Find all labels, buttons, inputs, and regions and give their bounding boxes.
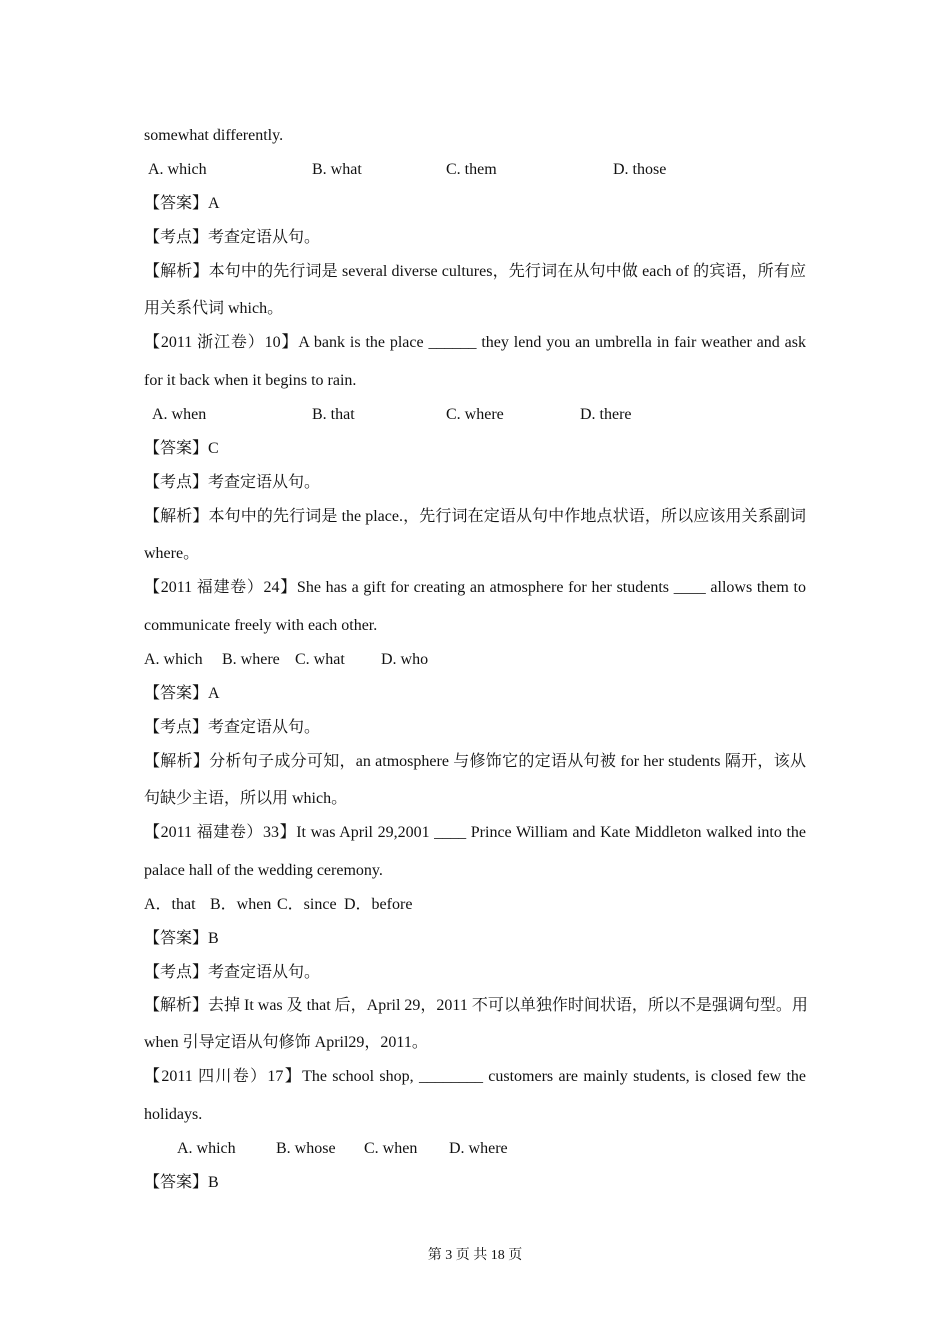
option-d: D. who [381,651,429,668]
option-a: A. which [177,1140,236,1157]
option-c: C. them [446,161,497,178]
analysis-line: 【解析】分析句子成分可知，an atmosphere 与修饰它的定语从句被 for her students 隔开，该从 [144,753,806,770]
option-c: C. where [446,406,504,423]
answer-line: 【答案】A [144,195,220,212]
option-d: D. those [613,161,667,178]
option-a: A．that [144,896,196,913]
option-d: D. there [580,406,632,423]
option-b: B．when [210,896,272,913]
option-b: B. that [312,406,355,423]
answer-line: 【答案】C [144,440,219,457]
option-d: D．before [344,896,413,913]
answer-line: 【答案】B [144,1174,219,1191]
analysis-line: when 引导定语从句修饰 April29，2011。 [144,1034,428,1051]
question-line: 【2011 福建卷）24】She has a gift for creating an atmosphere for her students ____ allows them to [144,579,806,596]
answer-line: 【答案】A [144,685,220,702]
option-c: C. what [295,651,345,668]
question-line: palace hall of the wedding ceremony. [144,862,383,879]
answer-line: 【答案】B [144,930,219,947]
analysis-line: 【解析】本句中的先行词是 several diverse cultures，先行词在从句中做 each of 的宾语，所有应 [144,263,806,280]
page-footer: 第 3 页 共 18 页 [427,1248,523,1263]
option-a: A. which [144,651,203,668]
point-line: 【考点】考查定语从句。 [144,474,321,491]
point-line: 【考点】考查定语从句。 [144,719,321,736]
analysis-line: where。 [144,545,200,562]
option-b: B. where [222,651,280,668]
analysis-line: 句缺少主语，所以用 which。 [144,790,348,807]
point-line: 【考点】考查定语从句。 [144,964,321,981]
question-line: communicate freely with each other. [144,617,378,634]
question-line: 【2011 浙江卷）10】A bank is the place ______ they lend you an umbrella in fair weather and ask [144,334,806,351]
analysis-line: 用关系代词 which。 [144,300,284,317]
question-line: holidays. [144,1106,203,1123]
option-d: D. where [449,1140,508,1157]
analysis-line: 【解析】本句中的先行词是 the place.，先行词在定语从句中作地点状语，所以应该用关系副词 [144,508,806,525]
point-line: 【考点】考查定语从句。 [144,229,321,246]
option-b: B. what [312,161,362,178]
question-line: for it back when it begins to rain. [144,372,357,389]
option-b: B. whose [276,1140,336,1157]
question-line: 【2011 福建卷）33】It was April 29,2001 ____ Prince William and Kate Middleton walked into the [144,824,806,841]
analysis-line: 【解析】去掉 It was 及 that 后，April 29，2011 不可以单独作时间状语，所以不是强调句型。用 [144,997,808,1014]
option-c: C．since [277,896,337,913]
question-text-line: somewhat differently. [144,127,284,144]
option-a: A. when [152,406,207,423]
option-a: A. which [148,161,207,178]
option-c: C. when [364,1140,418,1157]
question-line: 【2011 四川卷）17】The school shop, ________ customers are mainly students, is closed few the [144,1068,806,1085]
